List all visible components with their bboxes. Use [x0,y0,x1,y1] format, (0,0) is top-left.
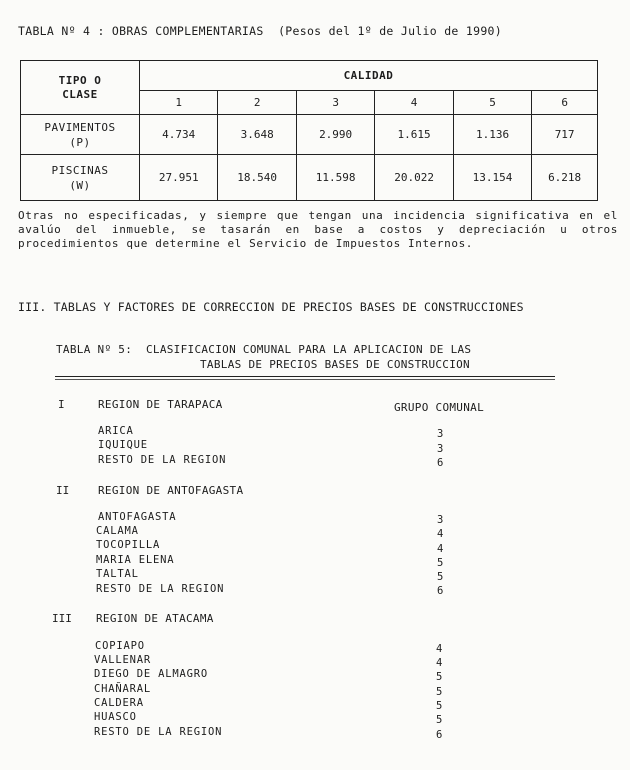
comuna-name: RESTO DE LA REGION [94,726,223,738]
table-row [21,115,598,155]
comuna-group: 3 [437,514,444,526]
region-number: I [58,398,65,411]
comuna-group: 5 [437,571,444,583]
row-label: PAVIMENTOS (P) [21,115,140,155]
comuna-name: COPIAPO [95,640,145,652]
tabla4-subtitle: (Pesos del 1º de Julio de 1990) [278,24,502,38]
table-cell: 1.615 [375,115,453,155]
comuna-name: CALDERA [94,697,144,709]
table-cell: 18.540 [218,155,296,201]
tabla4-table [20,60,598,201]
comuna-group: 4 [437,543,444,555]
comuna-name: RESTO DE LA REGION [96,583,225,595]
comuna-group: 5 [437,557,444,569]
quality-header: 6 [532,91,598,115]
comuna-group: 6 [437,585,444,597]
comuna-name: HUASCO [94,711,137,723]
divider [55,376,555,377]
quality-header: 4 [375,91,453,115]
table-cell: 2.990 [296,115,374,155]
comuna-group: 5 [436,671,443,683]
tabla5-title-line2: TABLAS DE PRECIOS BASES DE CONSTRUCCION [200,358,470,371]
comuna-group: 4 [436,643,443,655]
comuna-group: 6 [437,457,444,469]
region-name: REGION DE TARAPACA [98,398,223,411]
comuna-group: 3 [437,428,444,440]
comuna-name: TALTAL [96,568,139,580]
comuna-name: CALAMA [96,525,139,537]
comuna-group: 4 [436,657,443,669]
table-cell: 3.648 [218,115,296,155]
table-cell: 13.154 [453,155,531,201]
region-number: II [56,484,70,497]
quality-header: 3 [296,91,374,115]
comuna-group: 6 [436,729,443,741]
table-cell: 6.218 [532,155,598,201]
comuna-name: VALLENAR [94,654,151,666]
quality-header: 5 [453,91,531,115]
table-cell: 4.734 [140,115,218,155]
tabla4-title: TABLA Nº 4 : OBRAS COMPLEMENTARIAS [18,24,264,38]
quality-header: 1 [140,91,218,115]
comuna-name: CHAÑARAL [94,683,151,695]
table-row [21,155,598,201]
table-cell: 20.022 [375,155,453,201]
quality-header: 2 [218,91,296,115]
table-cell: 27.951 [140,155,218,201]
comuna-group: 4 [437,528,444,540]
row-label: PISCINAS (W) [21,155,140,201]
comuna-group: 5 [436,686,443,698]
comuna-name: RESTO DE LA REGION [98,454,227,466]
comuna-name: TOCOPILLA [96,539,161,551]
section-heading: III. TABLAS Y FACTORES DE CORRECCION DE PRECIOS BASES DE CONSTRUCCIONES [18,300,524,314]
table-cell: 717 [532,115,598,155]
header-tipo: TIPO O CLASE [21,61,140,115]
note-paragraph: Otras no especificadas, y siempre que tengan una incidencia significativa en el avalúo del inmueble, se tasarán en base a costos y depreciación u otros procedimientos que determine el Servicio de Impuestos Internos. [18,209,618,250]
header-calidad: CALIDAD [140,61,598,91]
region-name: REGION DE ANTOFAGASTA [98,484,244,497]
comuna-group: 5 [436,714,443,726]
divider [55,379,555,380]
comuna-group: 3 [437,443,444,455]
comuna-name: MARIA ELENA [96,554,175,566]
table-cell: 11.598 [296,155,374,201]
grupo-comunal-header: GRUPO COMUNAL [394,401,484,414]
comuna-name: IQUIQUE [98,439,148,451]
region-name: REGION DE ATACAMA [96,612,214,625]
comuna-name: DIEGO DE ALMAGRO [94,668,208,680]
tabla5-title-line1: TABLA Nº 5: CLASIFICACION COMUNAL PARA LA APLICACION DE LAS [56,343,472,356]
region-number: III [52,612,72,625]
comuna-name: ARICA [98,425,134,437]
comuna-group: 5 [436,700,443,712]
comuna-name: ANTOFAGASTA [98,511,177,523]
table-cell: 1.136 [453,115,531,155]
tabla4-title-line [18,24,502,38]
